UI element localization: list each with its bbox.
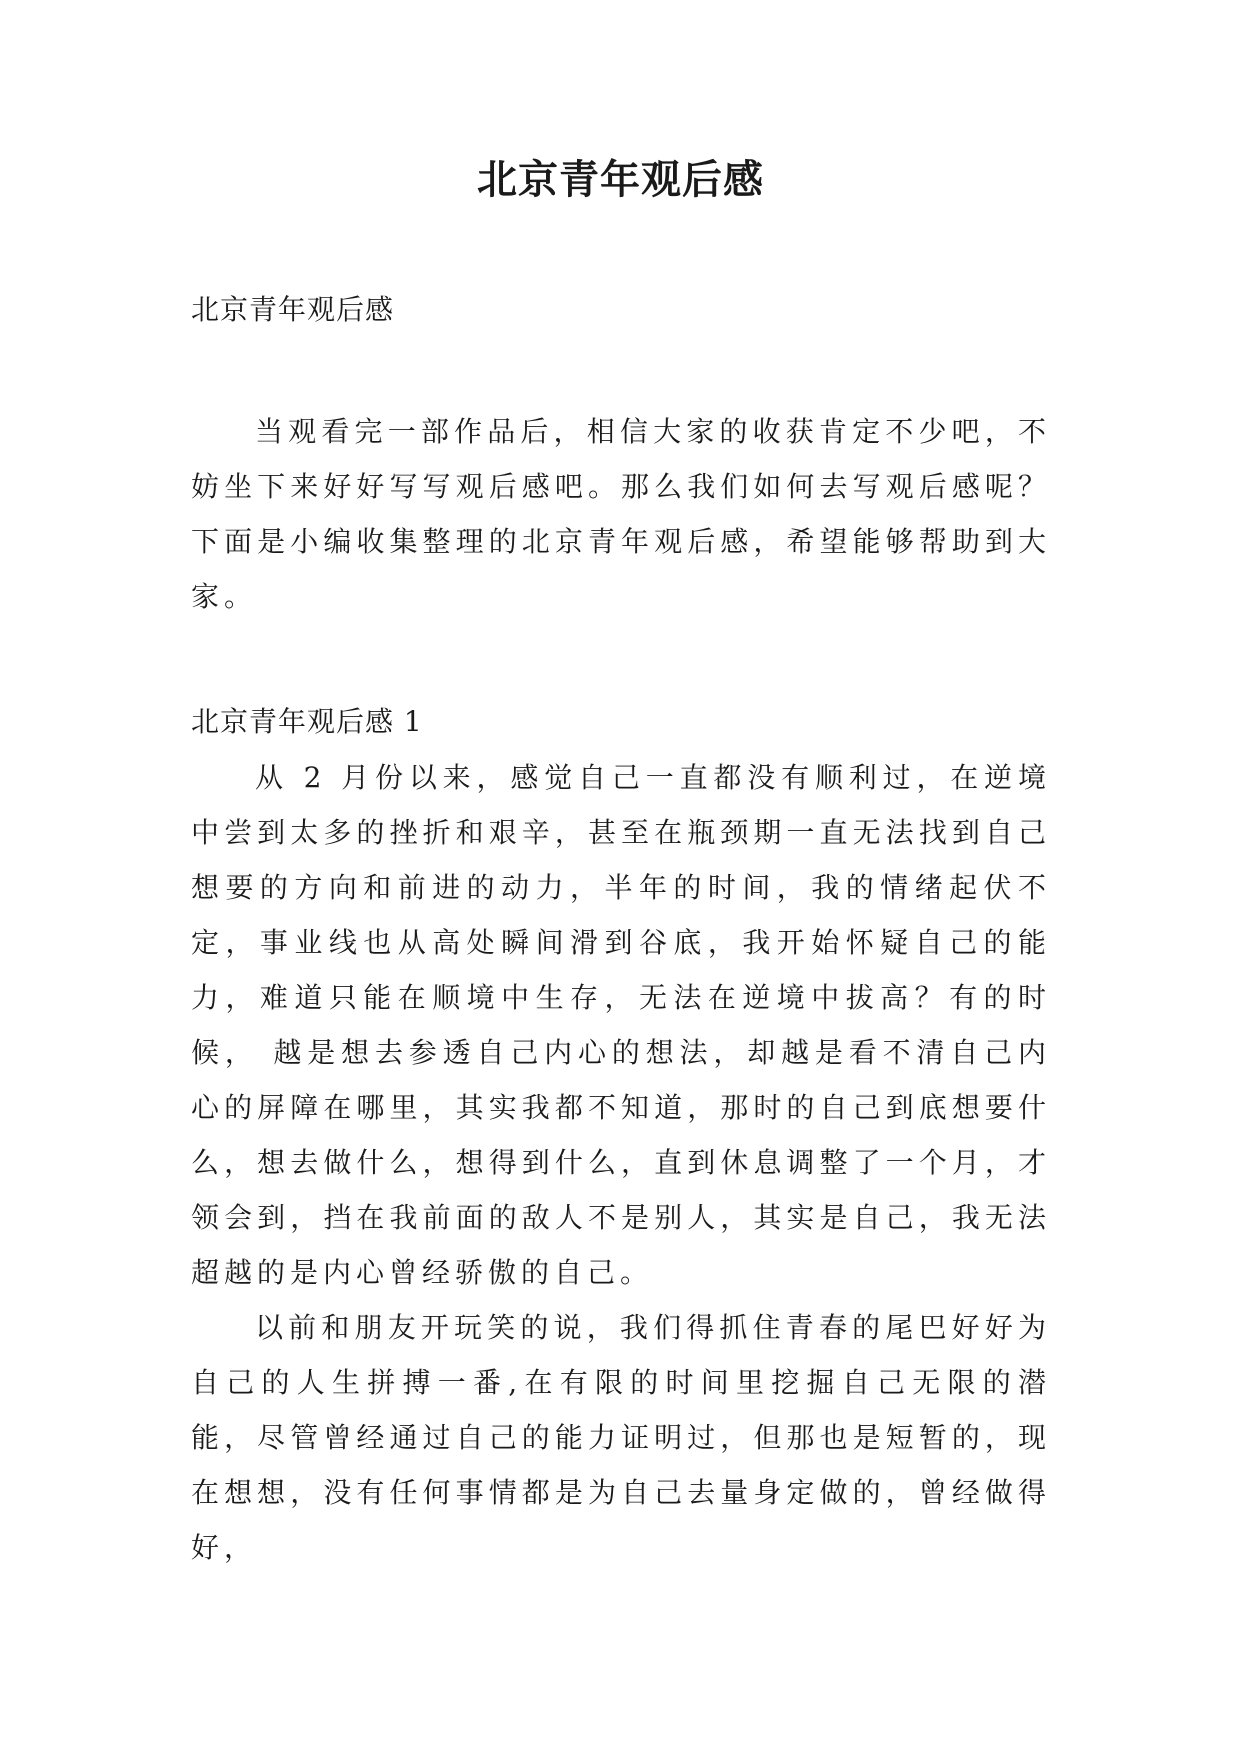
section-body <box>191 750 1051 1575</box>
intro-paragraph: 当观看完一部作品后，相信大家的收获肯定不少吧，不妨坐下来好好写写观后感吧。那么我们如何去写观后感呢？下面是小编收集整理的北京青年观后感，希望能够帮助到大家。 <box>191 415 1051 613</box>
body-paragraph: 从 2 月份以来，感觉自己一直都没有顺利过，在逆境中尝到太多的挫折和艰辛，甚至在瓶颈期一直无法找到自己想要的方向和前进的动力，半年的时间，我的情绪起伏不定，事业线也从高处瞬间滑到谷底，我开始怀疑自己的能力，难道只能在顺境中生存，无法在逆境中拔高？有的时候， 越是想去参透自己内心的想法，却越是看不清自己内心的屏障在哪里，其实我都不知道，那时的自己到底想要什么，想去做什么，想得到什么，直到休息调整了一个月，才领会到，挡在我前面的敌人不是别人，其实是自己，我无法超越的是内心曾经骄傲的自己。 <box>191 761 1051 1289</box>
document-subtitle: 北京青年观后感 <box>191 293 395 326</box>
body-paragraph: 以前和朋友开玩笑的说，我们得抓住青春的尾巴好好为自己的人生拼搏一番,在有限的时间里挖掘自己无限的潜能，尽管曾经通过自己的能力证明过，但那也是短暂的，现在想想，没有任何事情都是为自己去量身定做的，曾经做得好， <box>191 1311 1051 1564</box>
intro-block <box>191 404 1051 624</box>
section-heading: 北京青年观后感 1 <box>191 705 423 738</box>
document-title: 北京青年观后感 <box>477 157 764 203</box>
